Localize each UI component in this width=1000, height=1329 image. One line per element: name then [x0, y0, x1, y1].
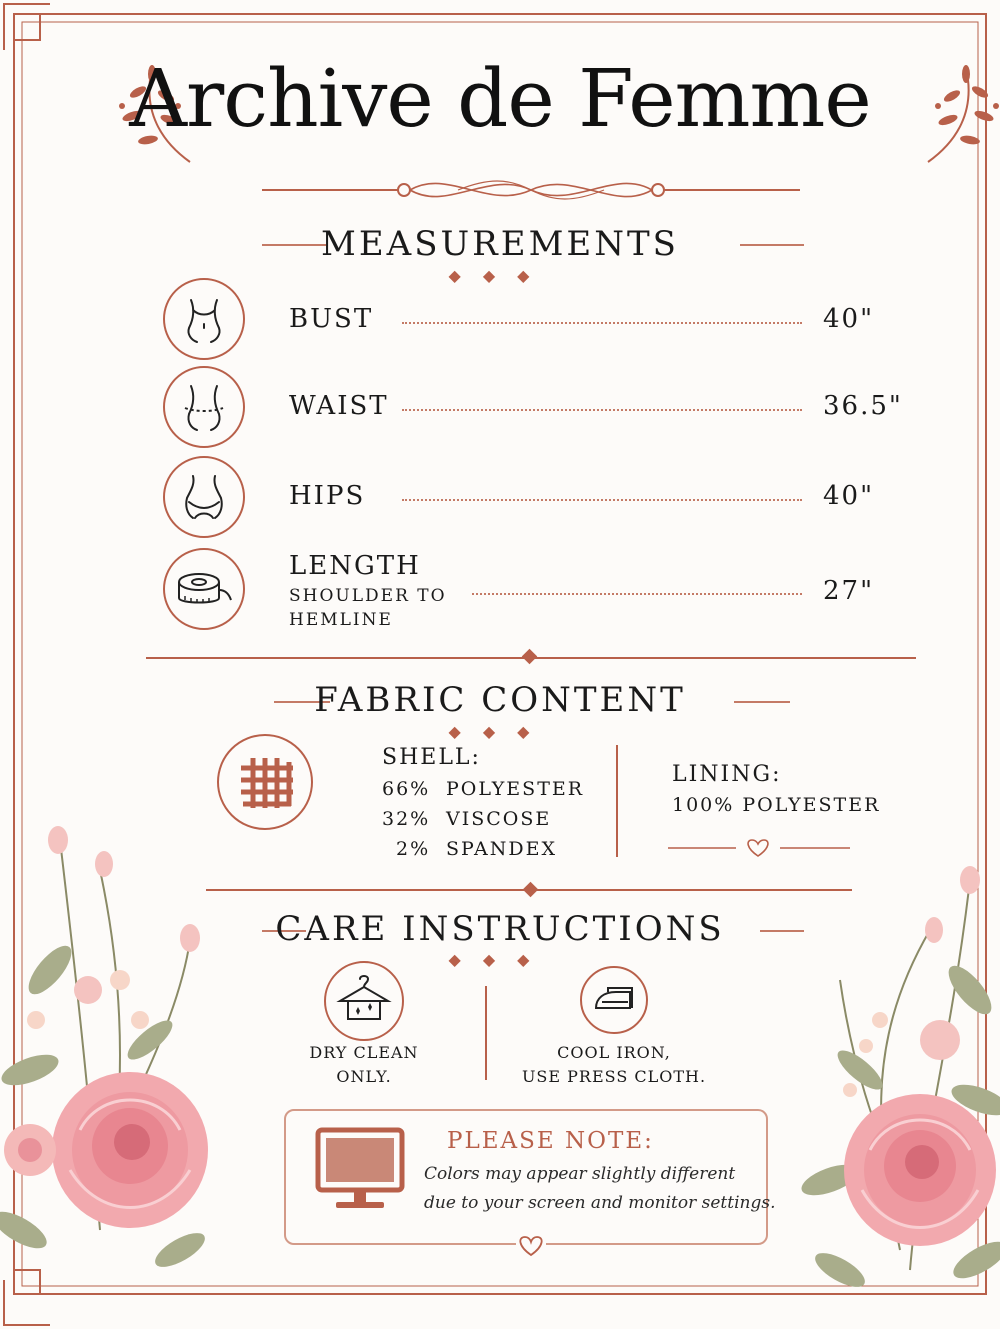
hips-label: HIPS — [289, 481, 366, 511]
shell-material-3: SPANDEX — [446, 838, 558, 860]
monitor-icon — [314, 1126, 406, 1218]
length-value: 27" — [823, 576, 875, 606]
lining-value: 100% POLYESTER — [672, 794, 881, 816]
dry-clean-text-line2: ONLY. — [336, 1067, 392, 1086]
dotted-leader — [402, 499, 802, 501]
shell-pct-3: 2% — [396, 838, 431, 860]
please-note-line2: due to your screen and monitor settings. — [424, 1193, 776, 1213]
shell-pct-1: 66% — [382, 778, 431, 800]
diamond-ornament: ◆◆◆ — [448, 722, 552, 741]
waist-measure-icon — [163, 366, 245, 448]
bust-value: 40" — [823, 304, 875, 334]
column-divider — [485, 986, 487, 1080]
length-label: LENGTH — [289, 551, 421, 581]
lining-label: LINING: — [672, 762, 782, 787]
length-sublabel-line2: HEMLINE — [289, 610, 393, 630]
tape-measure-icon — [163, 548, 245, 630]
page-title: Archive de Femme — [129, 52, 871, 145]
hips-icon — [163, 456, 245, 538]
dry-clean-hanger-icon — [324, 961, 404, 1041]
floral-bouquet-left — [0, 810, 240, 1310]
care-heading: CARE INSTRUCTIONS — [275, 909, 725, 949]
diamond-ornament: ◆◆◆ — [448, 266, 552, 285]
flourish-divider — [258, 170, 804, 210]
shell-pct-2: 32% — [382, 808, 431, 830]
iron-text-line1: COOL IRON, — [557, 1043, 671, 1062]
iron-text-line2: USE PRESS CLOTH. — [521, 1067, 707, 1086]
waist-label: WAIST — [289, 391, 389, 421]
column-divider — [616, 745, 618, 857]
iron-icon — [580, 966, 648, 1034]
dotted-leader — [472, 593, 802, 595]
heart-icon — [516, 1234, 546, 1258]
waist-value: 36.5" — [823, 391, 903, 421]
please-note-line1: Colors may appear slightly different — [424, 1164, 736, 1184]
bust-label: BUST — [289, 304, 374, 334]
measurements-heading: MEASUREMENTS — [321, 224, 679, 264]
hips-value: 40" — [823, 481, 875, 511]
length-sublabel-line1: SHOULDER TO — [289, 586, 447, 606]
dotted-leader — [402, 322, 802, 324]
shell-label: SHELL: — [382, 745, 481, 770]
shell-material-1: POLYESTER — [446, 778, 585, 800]
dry-clean-text-line1: DRY CLEAN — [309, 1043, 419, 1062]
bust-torso-icon — [163, 278, 245, 360]
floral-bouquet-right — [770, 850, 1000, 1310]
fabric-heading: FABRIC CONTENT — [314, 680, 686, 720]
please-note-title: PLEASE NOTE: — [447, 1128, 654, 1154]
shell-material-2: VISCOSE — [446, 808, 552, 830]
dotted-leader — [402, 409, 802, 411]
diamond-ornament: ◆◆◆ — [448, 950, 552, 969]
